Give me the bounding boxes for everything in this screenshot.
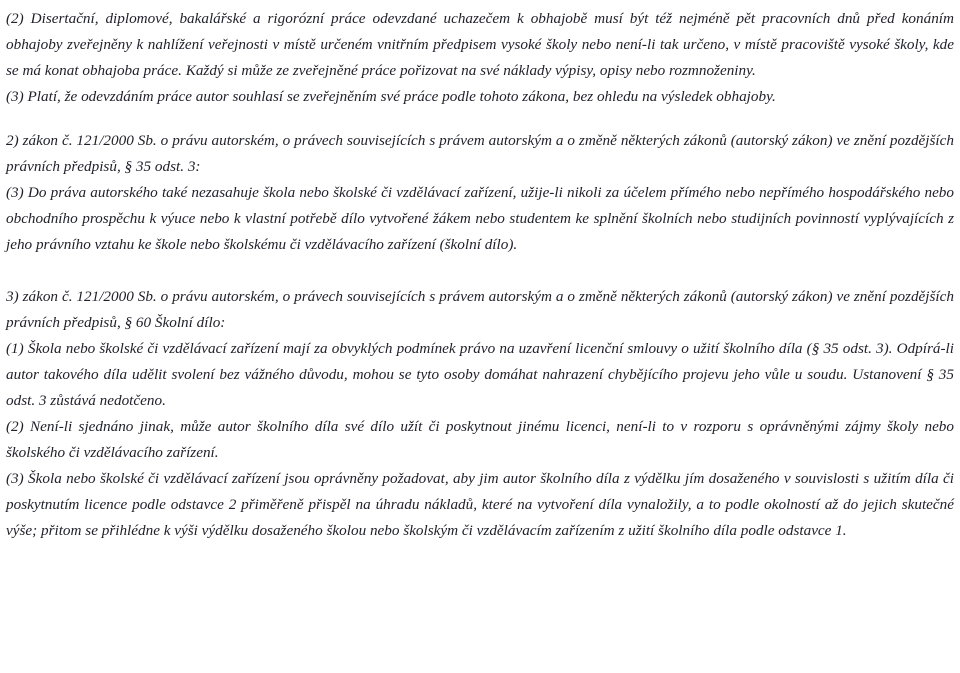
footnote-2-heading: 2) zákon č. 121/2000 Sb. o právu autorském, o právech souvisejících s právem autorským a o změně některých zákonů (autorský zákon) ve znění pozdějších právních předpisů, § 35 odst. 3: [6, 132, 954, 175]
footnote-3-paragraph-2: (2) Není-li sjednáno jinak, může autor školního díla své dílo užít či poskytnout jinému licenci, není-li to v rozporu s oprávněnými zájmy školy nebo školského či vzdělávacího zařízení. [6, 418, 954, 461]
paragraph-2-thesis-publication: (2) Disertační, diplomové, bakalářské a rigorózní práce odevzdané uchazečem k obhajobě musí být též nejméně pět pracovních dnů před konáním obhajoby zveřejněny k nahlížení veřejnosti v místě určeném vnitřním předpisem vysoké školy nebo není-li tak určeno, v místě pracoviště vysoké školy, kde se má konat obhajoba práce. Každý si může ze zveřejněné práce pořizovat na své náklady výpisy, opisy nebo rozmnoženiny. [6, 10, 954, 79]
footnote-3-paragraph-3: (3) Škola nebo školské či vzdělávací zařízení jsou oprávněny požadovat, aby jim autor školního díla z výdělku jím dosaženého v souvislosti s užitím díla či poskytnutím licence podle odstavce 2 přiměřeně přispěl na úhradu nákladů, které na vytvoření díla vynaložily, a to podle okolností až do jejich skutečné výše; přitom se přihlédne k výši výdělku dosaženého školou nebo školským či vzdělávacím zařízením z užití školního díla podle odstavce 1. [6, 470, 954, 539]
paragraph-3-consent: (3) Platí, že odevzdáním práce autor souhlasí se zveřejněním své práce podle tohoto zákona, bez ohledu na výsledek obhajoby. [6, 88, 776, 105]
spacer [6, 258, 954, 284]
footnote-3-paragraph-1: (1) Škola nebo školské či vzdělávací zařízení mají za obvyklých podmínek právo na uzavření licenční smlouvy o užití školního díla (§ 35 odst. 3). Odpírá-li autor takového díla udělit svolení bez vážného důvodu, mohou se tyto osoby domáhat nahrazení chybějícího projevu jeho vůle u soudu. Ustanovení § 35 odst. 3 zůstává nedotčeno. [6, 340, 954, 409]
document-page [6, 6, 954, 544]
spacer [6, 110, 954, 128]
footnote-3-heading: 3) zákon č. 121/2000 Sb. o právu autorském, o právech souvisejících s právem autorským a o změně některých zákonů (autorský zákon) ve znění pozdějších právních předpisů, § 60 Školní dílo: [6, 288, 954, 331]
footnote-2-paragraph-3: (3) Do práva autorského také nezasahuje škola nebo školské či vzdělávací zařízení, užije-li nikoli za účelem přímého nebo nepřímého hospodářského nebo obchodního prospěchu k výuce nebo k vlastní potřebě dílo vytvořené žákem nebo studentem ke splnění školních nebo studijních povinností vyplývajících z jeho právního vztahu ke škole nebo školskému či vzdělávacího zařízení (školní dílo). [6, 184, 954, 253]
